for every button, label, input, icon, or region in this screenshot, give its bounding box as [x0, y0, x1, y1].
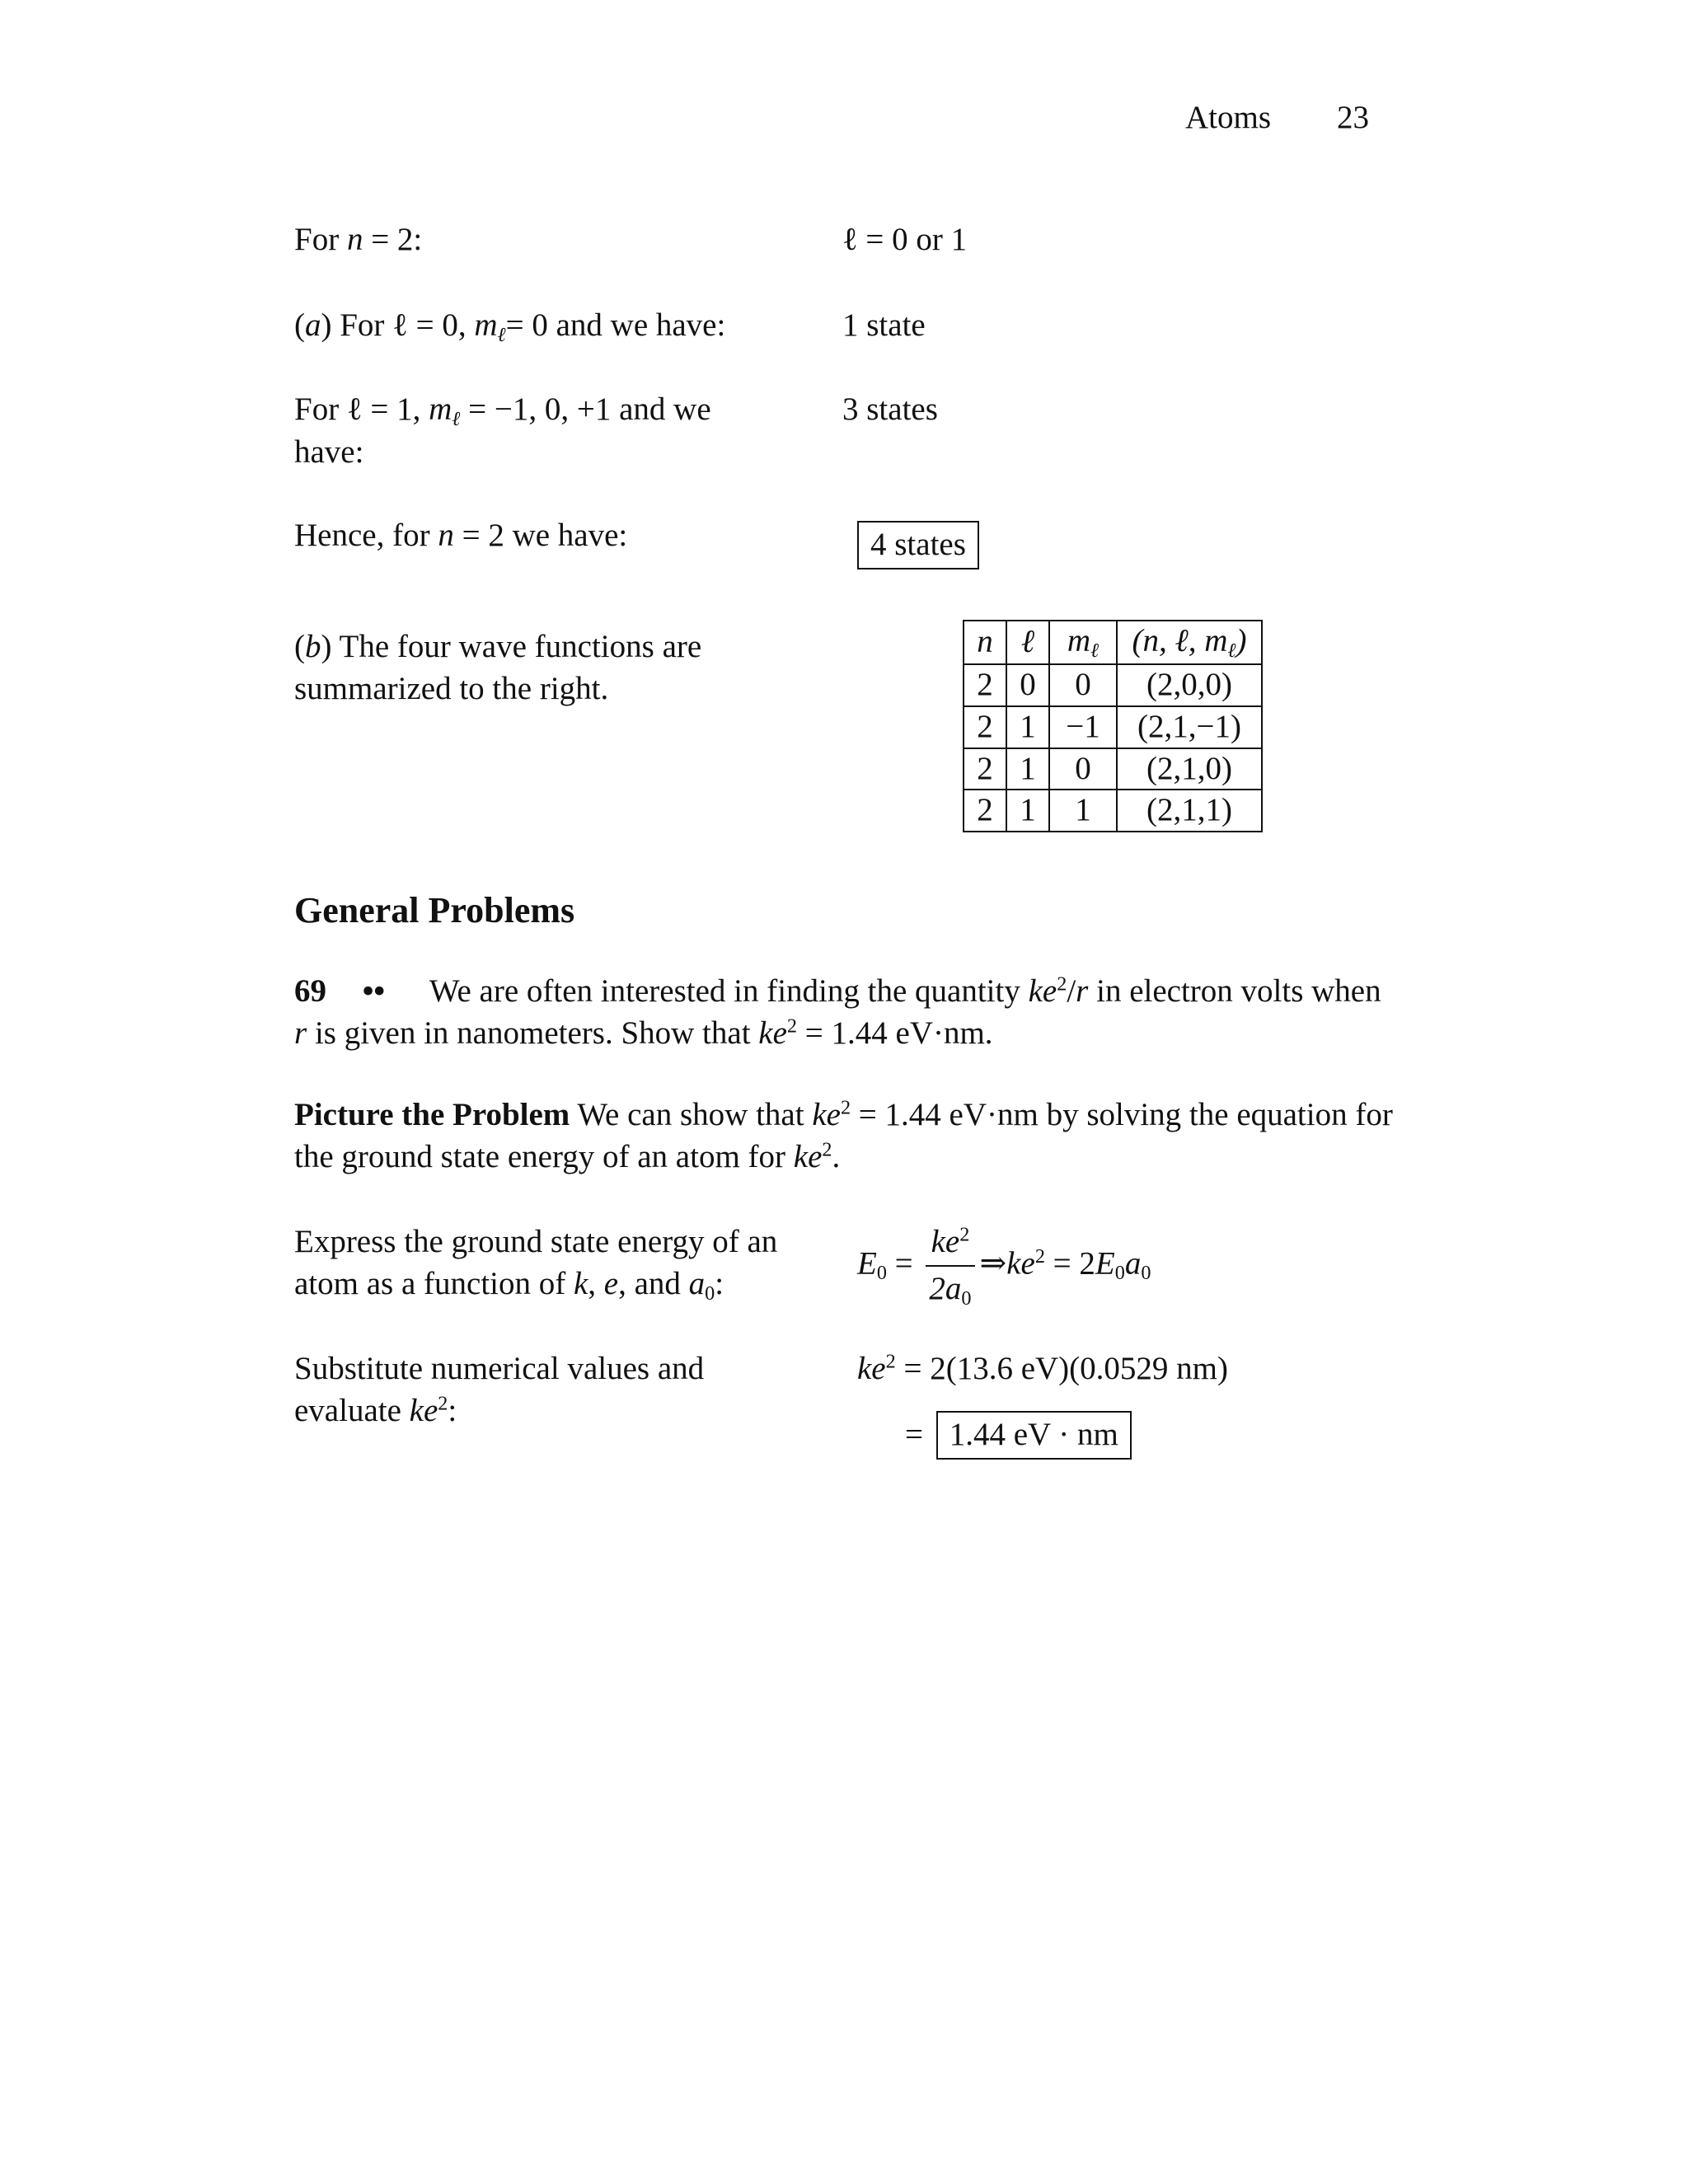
part-letter: b — [305, 629, 321, 664]
text-span: ( — [294, 629, 305, 664]
header-m — [1049, 621, 1117, 664]
picture-the-problem — [294, 1094, 1399, 1178]
text-span: For — [294, 222, 347, 257]
substitution-expression: = 2(13.6 eV)(0.0529 nm) — [895, 1351, 1228, 1386]
var-ke: ke — [409, 1392, 438, 1428]
tuple-label: (n, ℓ, m — [1132, 623, 1228, 658]
cell: 1 — [1049, 790, 1117, 832]
text-span: = 2 we have: — [453, 518, 628, 553]
text-span: For ℓ = 1, — [294, 391, 429, 427]
superscript: 2 — [822, 1138, 832, 1161]
denominator — [926, 1267, 974, 1311]
var-ke: ke — [793, 1138, 823, 1174]
var-e: e — [603, 1265, 619, 1301]
text-span: , — [588, 1265, 604, 1301]
var-m: m — [474, 307, 498, 343]
boxed-answer: 4 states — [857, 521, 979, 569]
hence-text — [294, 515, 830, 557]
text-span: , and — [618, 1265, 689, 1301]
equation-result — [905, 1411, 1132, 1460]
subscript: 0 — [876, 1262, 887, 1285]
substitute-step-text — [294, 1348, 756, 1432]
equation-substitution — [857, 1348, 1228, 1390]
text-span: = 1.44 eV·nm by solving the equation for the ground state energy of an atom for — [294, 1097, 1393, 1174]
table-header-row — [964, 621, 1262, 664]
var-k: k — [573, 1265, 588, 1301]
cell: 2 — [964, 748, 1006, 790]
page-number: 23 — [1337, 100, 1369, 135]
part-a-result: 1 state — [842, 307, 926, 343]
text-span: Express the ground state energy of an atom as a function of — [294, 1224, 778, 1301]
numerator — [926, 1221, 974, 1267]
table-row — [964, 790, 1262, 832]
var-r: r — [1076, 973, 1089, 1009]
text-span: / — [1067, 973, 1076, 1009]
var-m: m — [1067, 623, 1091, 658]
cell: 2 — [964, 706, 1006, 748]
part-letter: a — [305, 307, 321, 343]
text-span: = 0 and we have: — [505, 307, 726, 343]
equals: = — [905, 1417, 923, 1452]
var-ke: ke — [1028, 973, 1057, 1009]
l1-result: 3 states — [842, 391, 938, 427]
var-r: r — [294, 1015, 307, 1051]
var-ke: ke — [857, 1351, 886, 1386]
difficulty-dots: •• — [362, 973, 386, 1009]
table-row — [964, 664, 1262, 706]
var-E: E — [1095, 1245, 1115, 1282]
text-span: Hence, for — [294, 518, 438, 553]
implies-arrow: ⇒ — [979, 1245, 1007, 1282]
cell: (2,1,−1) — [1117, 706, 1262, 748]
boxed-answer: 1.44 eV · nm — [936, 1411, 1132, 1460]
cell: 0 — [1049, 748, 1117, 790]
var-ke: ke — [758, 1015, 787, 1051]
states-table — [963, 620, 1263, 832]
var-ke: ke — [812, 1097, 841, 1132]
header-n: n — [964, 621, 1006, 664]
cell: −1 — [1049, 706, 1117, 748]
subscript: ℓ — [497, 323, 506, 346]
text-span: : — [715, 1265, 724, 1301]
problem-69 — [294, 971, 1399, 1054]
var-n: n — [438, 518, 454, 553]
text-span: ( — [294, 307, 305, 343]
cell: 0 — [1006, 664, 1049, 706]
var-ke: ke — [1006, 1245, 1035, 1282]
text-span: We can show that — [570, 1097, 813, 1132]
running-header-title: Atoms — [1185, 100, 1272, 135]
subscript: ℓ — [1227, 639, 1236, 662]
header-tuple: (n, ℓ, $m_\ell$) — [1117, 621, 1262, 664]
text-span: : — [448, 1392, 457, 1428]
var-2a: 2a — [929, 1270, 962, 1306]
equation-ground-state — [857, 1221, 1151, 1311]
superscript: 2 — [1034, 1245, 1045, 1268]
cell: (2,1,1) — [1117, 790, 1262, 832]
n2-intro — [294, 219, 830, 261]
part-a-text — [294, 305, 830, 348]
n2-intro-result: ℓ = 0 or 1 — [842, 222, 968, 257]
text-span: We are often interested in finding the quantity — [429, 973, 1029, 1009]
wave-function-table — [963, 620, 1263, 832]
text-span: ) For ℓ = 0, — [321, 307, 475, 343]
superscript: 2 — [438, 1392, 448, 1415]
equals: = — [886, 1245, 921, 1282]
equals: = 2 — [1044, 1245, 1095, 1282]
cell: 2 — [964, 664, 1006, 706]
cell: 1 — [1006, 748, 1049, 790]
cell: 1 — [1006, 790, 1049, 832]
superscript: 2 — [1057, 972, 1067, 996]
subscript: 0 — [705, 1282, 715, 1305]
var-a: a — [1124, 1245, 1142, 1282]
fraction — [926, 1221, 974, 1311]
text-span: = 1.44 eV·nm. — [797, 1015, 993, 1051]
problem-number: 69 — [294, 973, 326, 1009]
text-span: . — [832, 1138, 841, 1174]
var-m: m — [429, 391, 452, 427]
text-span: Substitute numerical values and evaluate — [294, 1351, 705, 1428]
part-b-text — [294, 626, 756, 710]
hence-result-box — [857, 521, 979, 569]
section-heading: General Problems — [294, 890, 575, 930]
var-n: n — [346, 222, 363, 257]
text-span: is given in nanometers. Show that — [307, 1015, 759, 1051]
header-l: ℓ — [1006, 621, 1049, 664]
text-span: ) The four wave functions are summarized to the right. — [294, 629, 702, 706]
superscript: 2 — [840, 1096, 851, 1119]
text-span: in electron volts when — [1088, 973, 1381, 1009]
picture-label: Picture the Problem — [294, 1097, 570, 1132]
superscript: 2 — [885, 1350, 896, 1373]
var-a: a — [688, 1265, 706, 1301]
superscript: 2 — [786, 1015, 798, 1038]
express-step-text — [294, 1221, 805, 1306]
subscript: ℓ — [1090, 639, 1100, 662]
cell: (2,0,0) — [1117, 664, 1262, 706]
l1-text — [294, 389, 756, 474]
subscript: 0 — [1141, 1262, 1151, 1285]
var-E: E — [857, 1245, 877, 1282]
table-row — [964, 706, 1262, 748]
cell: (2,1,0) — [1117, 748, 1262, 790]
table-row — [964, 748, 1262, 790]
cell: 0 — [1049, 664, 1117, 706]
subscript: 0 — [1114, 1262, 1125, 1285]
var-ke: ke — [931, 1224, 960, 1259]
superscript: 2 — [959, 1223, 970, 1246]
cell: 2 — [964, 790, 1006, 832]
text-span: = 2: — [363, 222, 423, 257]
text-span: = −1, 0, +1 and we have: — [294, 391, 711, 471]
subscript: 0 — [961, 1286, 972, 1310]
cell: 1 — [1006, 706, 1049, 748]
subscript: ℓ — [452, 407, 461, 430]
